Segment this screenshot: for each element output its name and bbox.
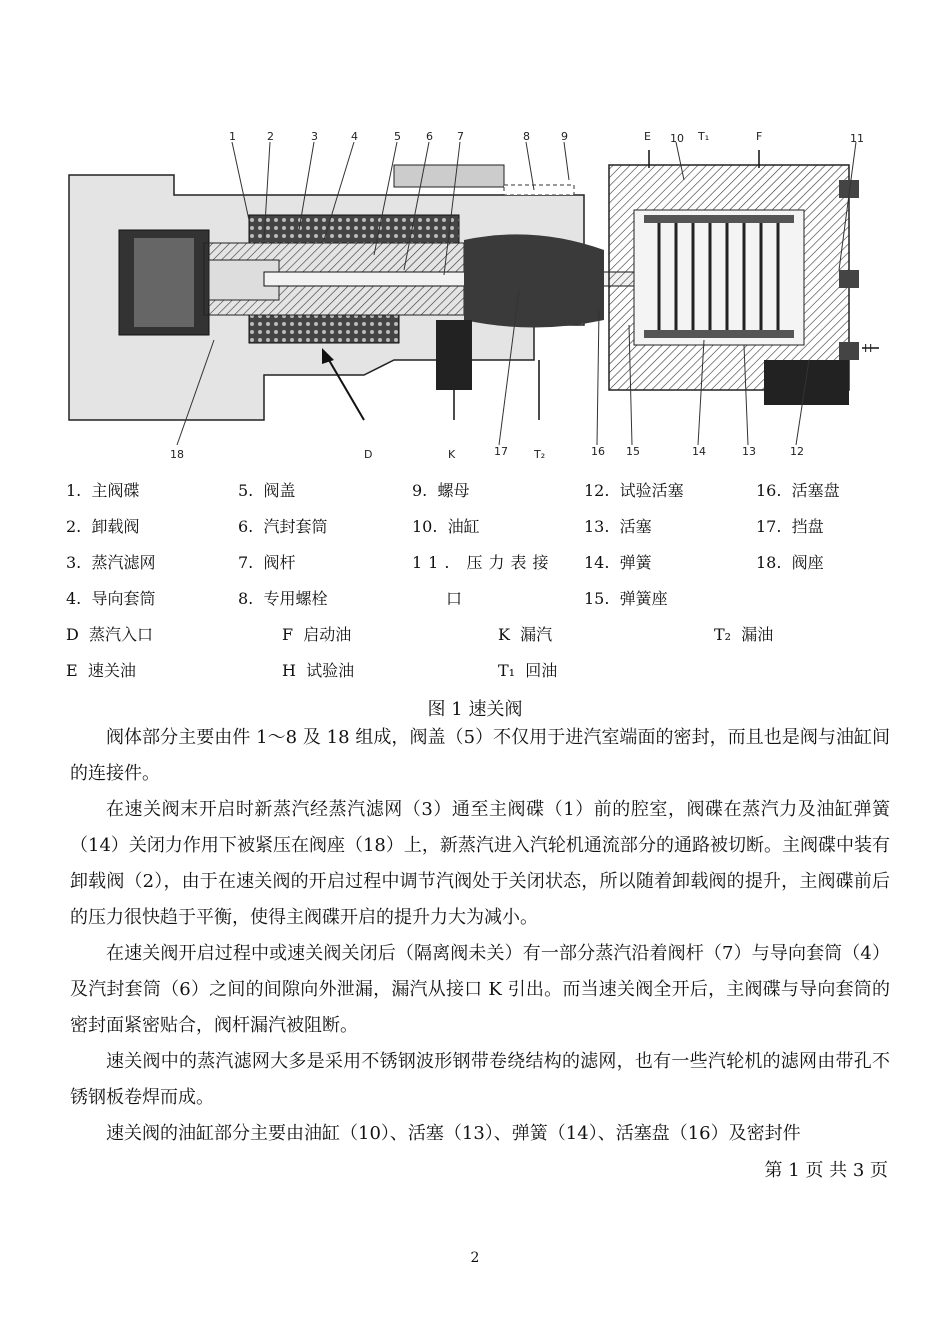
label-13: 13 [742, 445, 756, 458]
body-paragraph: 在速关阀开启过程中或速关阀关闭后（隔离阀未关）有一部分蒸汽沿着阀杆（7）与导向套筒（4）及汽封套筒（6）之间的间隙向外泄漏，漏汽从接口 K 引出。而当速关阀全开后，主阀碟与导向套筒的密封面紧密贴合，阀杆漏汽被阻断。 [70, 943, 890, 1036]
label-5: 5 [394, 130, 401, 143]
label-15: 15 [626, 445, 640, 458]
legend-item: 13. 活塞 [584, 517, 652, 536]
label-D: D [364, 448, 373, 461]
legend-item: 2. 卸载阀 [66, 517, 140, 536]
legend-item: 15. 弹簧座 [584, 589, 668, 608]
label-8: 8 [523, 130, 530, 143]
legend-item: F 启动油 [282, 625, 352, 644]
label-16: 16 [591, 445, 605, 458]
label-T2: T₂ [534, 448, 546, 461]
label-6: 6 [426, 130, 433, 143]
label-F: F [756, 130, 763, 143]
label-E: E [644, 130, 651, 143]
legend-item: 14. 弹簧 [584, 553, 652, 572]
label-10: 10 [670, 132, 684, 145]
legend-item: 16. 活塞盘 [756, 481, 840, 500]
label-9: 9 [561, 130, 568, 143]
legend-item: 口 [446, 589, 463, 608]
legend-item: 7. 阀杆 [238, 553, 296, 572]
legend-item: 6. 汽封套筒 [238, 517, 328, 536]
legend-item: 10. 油缸 [412, 517, 480, 536]
label-18: 18 [170, 448, 184, 461]
legend-item: 8. 专用螺栓 [238, 589, 328, 608]
label-17: 17 [494, 445, 508, 458]
legend-item: E 速关油 [66, 661, 136, 680]
label-7: 7 [457, 130, 464, 143]
legend-item: 9. 螺母 [412, 481, 470, 500]
body-paragraph: 速关阀的油缸部分主要由油缸（10）、活塞（13）、弹簧（14）、活塞盘（16）及密封件 [106, 1123, 801, 1144]
legend-item: 5. 阀盖 [238, 481, 296, 500]
legend-item: 3. 蒸汽滤网 [66, 553, 156, 572]
legend-item: 11. 压力表接 [412, 553, 555, 572]
body-paragraph: 速关阀中的蒸汽滤网大多是采用不锈钢波形钢带卷绕结构的滤网，也有一些汽轮机的滤网由带孔不锈钢板卷焊而成。 [70, 1051, 890, 1108]
figure-caption: 图 1 速关阀 [427, 699, 523, 720]
label-K: K [448, 448, 456, 461]
label-T1: T₁ [698, 130, 710, 143]
legend-item: T₂ 漏油 [714, 625, 774, 644]
legend-item: K 漏汽 [498, 625, 553, 644]
legend-item: 12. 试验活塞 [584, 481, 684, 500]
legend-item: 18. 阀座 [756, 553, 824, 572]
body-paragraph: 阀体部分主要由件 1～8 及 18 组成，阀盖（5）不仅用于进汽室端面的密封，而且也是阀与油缸间的连接件。 [70, 727, 890, 784]
page-number: 2 [470, 1250, 480, 1266]
legend-item: D 蒸汽入口 [66, 625, 154, 644]
legend-item: 17. 挡盘 [756, 517, 824, 536]
label-4: 4 [351, 130, 358, 143]
legend-item: H 试验油 [282, 661, 355, 680]
legend-item: 1. 主阀碟 [66, 481, 140, 500]
label-3: 3 [311, 130, 318, 143]
label-H: H [864, 342, 873, 355]
label-14: 14 [692, 445, 706, 458]
label-1: 1 [229, 130, 236, 143]
body-paragraph: 在速关阀末开启时新蒸汽经蒸汽滤网（3）通至主阀碟（1）前的腔室，阀碟在蒸汽力及油缸弹簧（14）关闭力作用下被紧压在阀座（18）上，新蒸汽进入汽轮机通流部分的通路被切断。主阀碟中装有卸载阀（2），由于在速关阀的开启过程中调节汽阀处于关闭状态，所以随着卸载阀的提升，主阀碟前后的压力很快趋于平衡，使得主阀碟开启的提升力大为减小。 [70, 799, 890, 928]
page-footer: 第 1 页 共 3 页 [764, 1160, 888, 1181]
valve-diagram [64, 120, 884, 470]
label-12: 12 [790, 445, 804, 458]
label-11: 11 [850, 132, 864, 145]
legend-item: 4. 导向套筒 [66, 589, 156, 608]
legend-item: T₁ 回油 [498, 661, 558, 680]
label-2: 2 [267, 130, 274, 143]
